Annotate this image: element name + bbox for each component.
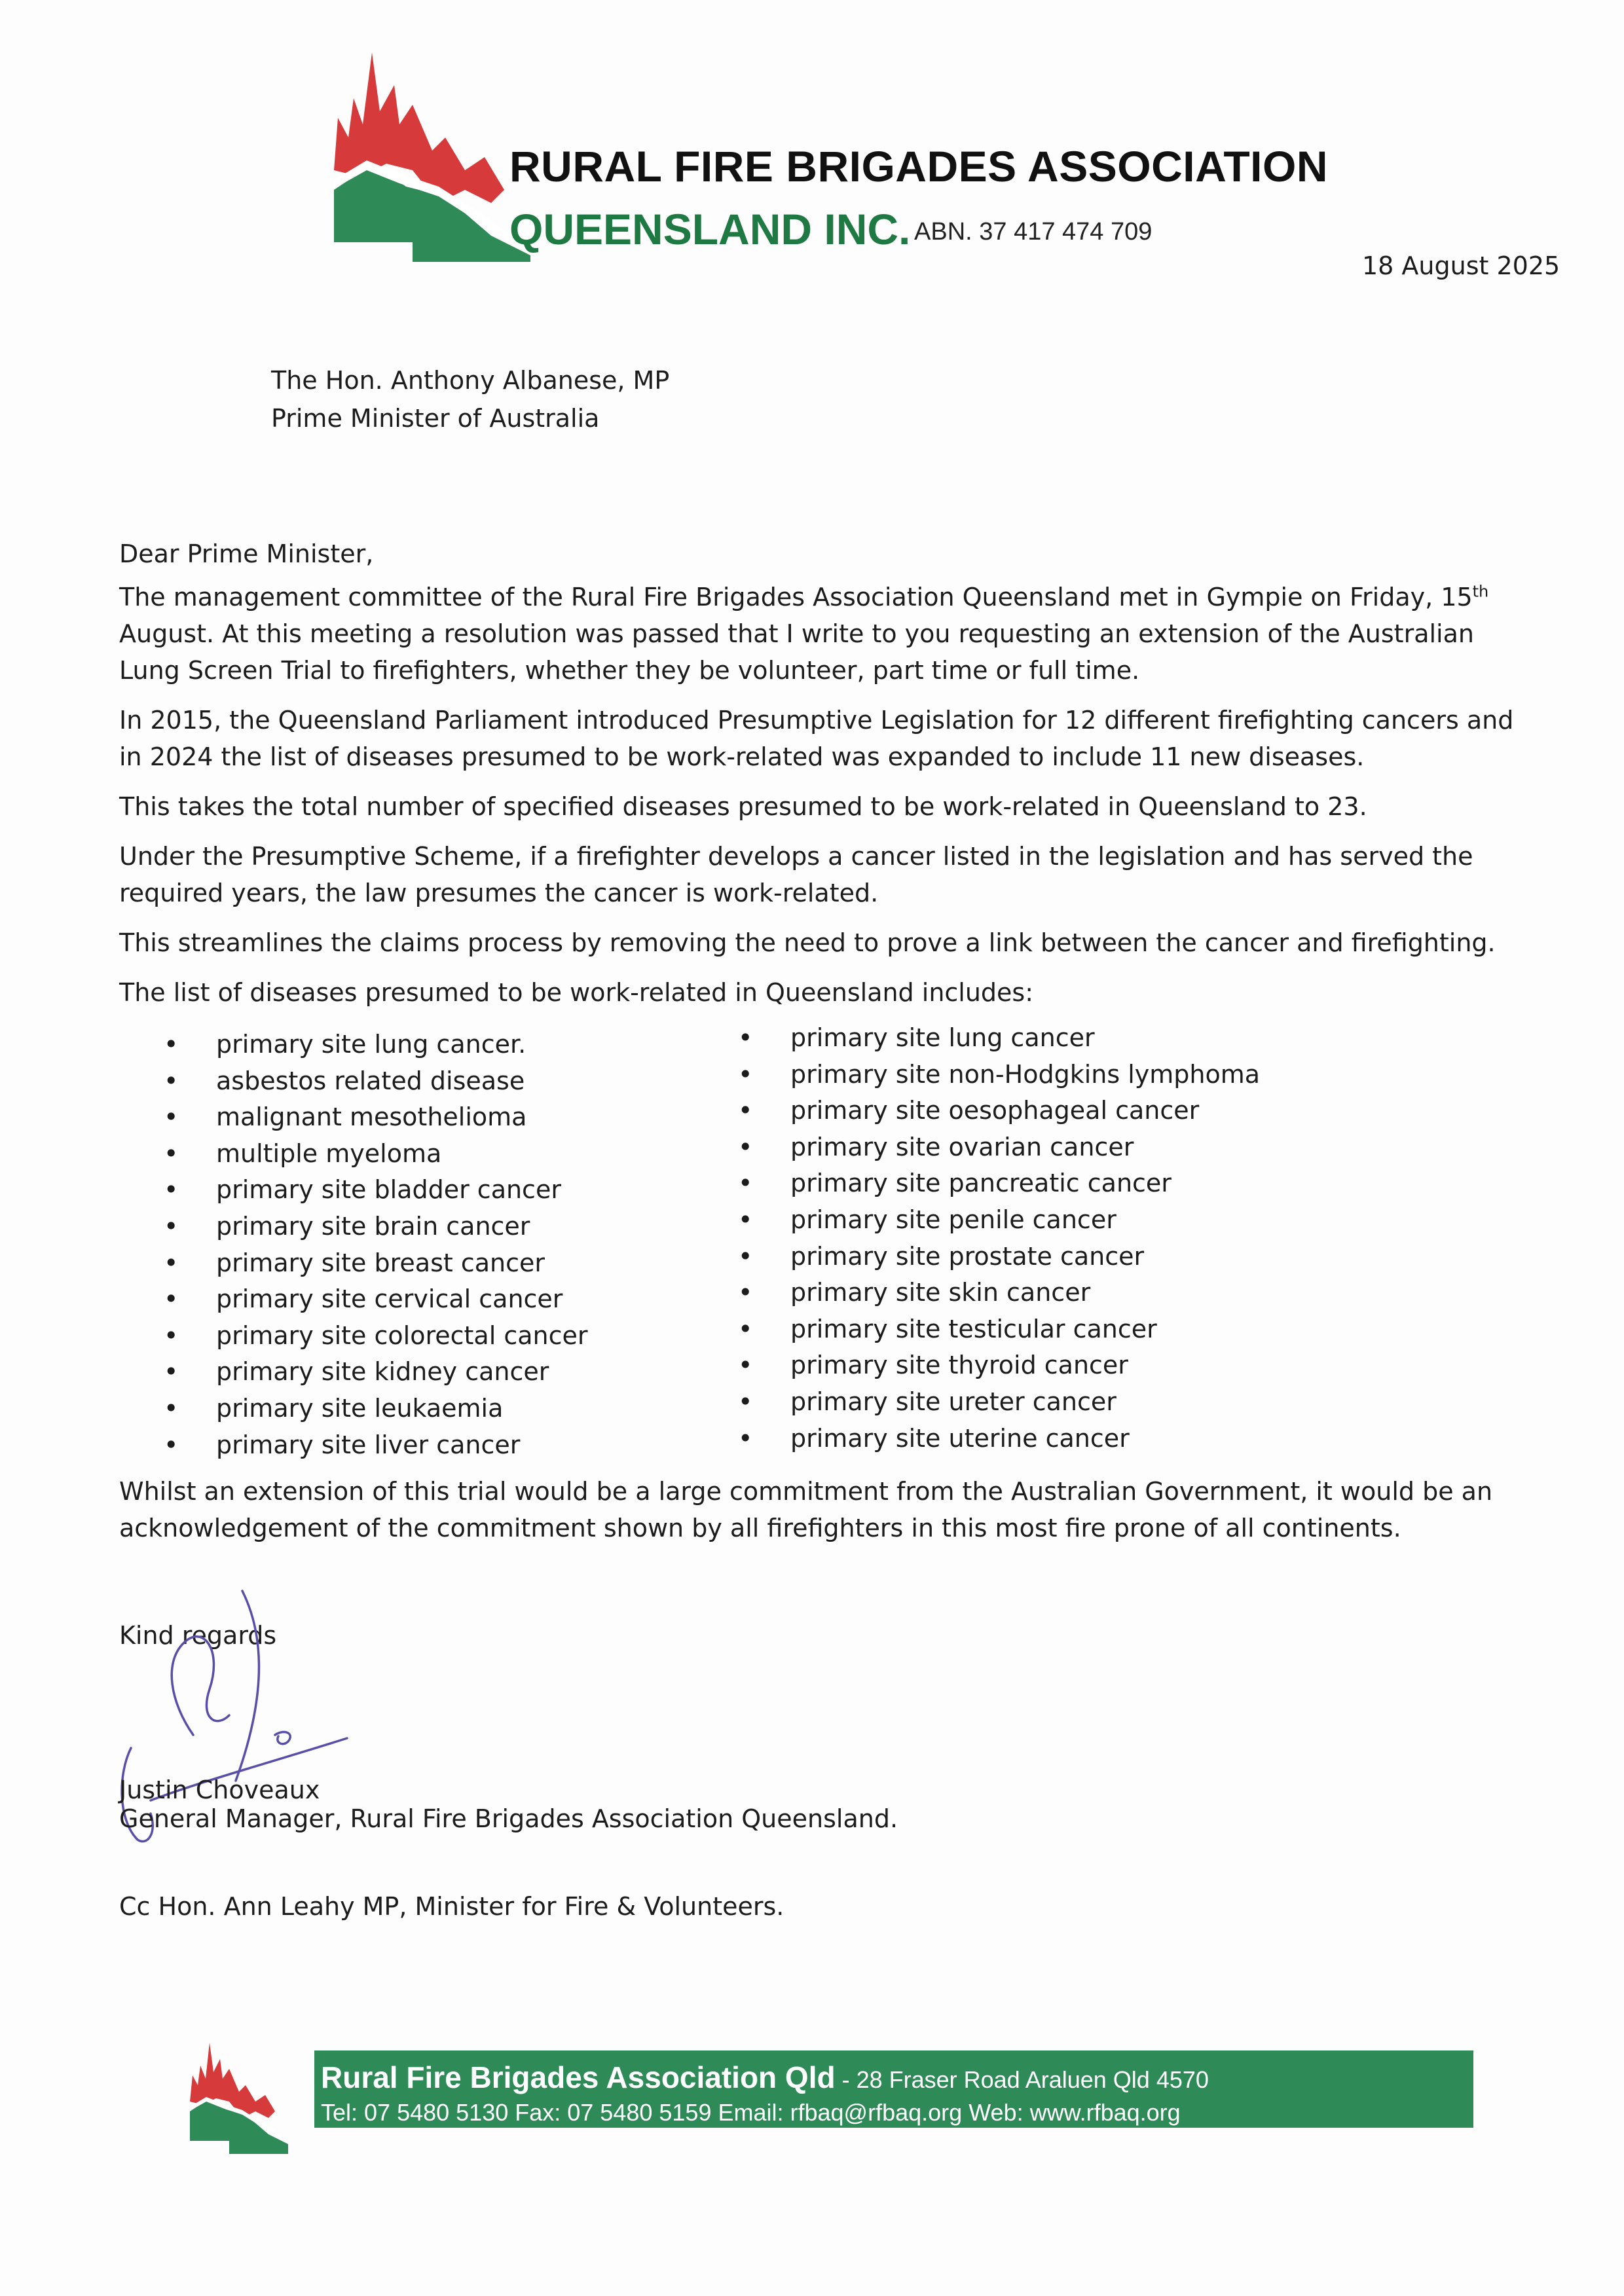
list-item: • primary site ovarian cancer [738, 1129, 1260, 1166]
paragraph-resolution: The management committee of the Rural Fire Brigades Association Queensland met in Gympie on Friday, 15th August. At this meeting a resolution was passed that I write to you requesting an extension of the Australian Lung Screen Trial to firefighters, whether they be volunteer, part time or full time. [119, 582, 1489, 685]
salutation: Dear Prime Minister, [119, 539, 374, 568]
recipient-block [271, 361, 669, 437]
letter-body [119, 536, 1534, 1024]
signer-title: General Manager, Rural Fire Brigades Association Queensland. [119, 1804, 898, 1833]
recipient-title: Prime Minister of Australia [271, 404, 600, 433]
cc-line: Cc Hon. Ann Leahy MP, Minister for Fire & Volunteers. [119, 1892, 784, 1921]
disease-list [164, 1023, 1408, 1463]
list-item: • primary site non-Hodgkins lymphoma [738, 1057, 1260, 1093]
rfba-logo [334, 39, 530, 262]
signature-stroke [275, 1732, 290, 1743]
list-item: • primary site ureter cancer [738, 1384, 1260, 1421]
letter-date: 18 August 2025 [1362, 251, 1560, 280]
list-item: • primary site breast cancer [164, 1245, 588, 1282]
list-item: • primary site bladder cancer [164, 1172, 588, 1209]
list-item: • primary site colorectal cancer [164, 1318, 588, 1355]
paragraph-scheme: Under the Presumptive Scheme, if a firefighter develops a cancer listed in the legislation and has served the required years, the law presumes the cancer is work-related. [119, 842, 1473, 907]
footer-contact: Tel: 07 5480 5130 Fax: 07 5480 5159 Email: rfbaq@rfbaq.org Web: www.rfbaq.org [321, 2099, 1181, 2126]
list-item: • primary site penile cancer [738, 1202, 1260, 1239]
list-item: • primary site prostate cancer [738, 1239, 1260, 1275]
footer-bar [314, 2050, 1473, 2128]
org-name-line1: RURAL FIRE BRIGADES ASSOCIATION [509, 142, 1329, 191]
signature-stroke [172, 1637, 229, 1735]
list-item: • primary site testicular cancer [738, 1311, 1260, 1348]
footer-org-line [321, 2060, 1473, 2095]
list-item: • primary site skin cancer [738, 1275, 1260, 1311]
disease-list-left [164, 1027, 588, 1463]
ordinal-suffix: th [1472, 582, 1489, 601]
list-item: • primary site lung cancer [738, 1020, 1260, 1057]
sign-off: Kind regards [119, 1621, 277, 1650]
list-item: • asbestos related disease [164, 1063, 588, 1100]
list-item: • primary site liver cancer [164, 1427, 588, 1464]
paragraph-closing: Whilst an extension of this trial would be a large commitment from the Australian Government, it would be an acknowledgement of the commitment shown by all firefighters in this most fire prone of all continents. [119, 1477, 1493, 1542]
list-item: • primary site pancreatic cancer [738, 1165, 1260, 1202]
paragraph-list-intro: The list of diseases presumed to be work-related in Queensland includes: [119, 978, 1034, 1007]
footer-address: - 28 Fraser Road Araluen Qld 4570 [835, 2066, 1209, 2093]
list-item: • multiple myeloma [164, 1136, 588, 1173]
paragraph-total: This takes the total number of specified diseases presumed to be work-related in Queensland to 23. [119, 792, 1367, 821]
list-item: • primary site oesophageal cancer [738, 1093, 1260, 1129]
list-item: • malignant mesothelioma [164, 1099, 588, 1136]
list-item: • primary site thyroid cancer [738, 1347, 1260, 1384]
paragraph-streamlines: This streamlines the claims process by removing the need to prove a link between the cancer and firefighting. [119, 928, 1496, 957]
recipient-name: The Hon. Anthony Albanese, MP [271, 366, 670, 395]
footer-logo [190, 2036, 288, 2154]
paragraph-legislation: In 2015, the Queensland Parliament introduced Presumptive Legislation for 12 different firefighting cancers and in 2024 the list of diseases presumed to be work-related was expanded to include 11 new diseases. [119, 706, 1514, 771]
signature-stroke [236, 1591, 259, 1781]
list-item: • primary site brain cancer [164, 1209, 588, 1245]
abn-number: ABN. 37 417 474 709 [914, 218, 1153, 246]
list-item: • primary site cervical cancer [164, 1281, 588, 1318]
list-item: • primary site lung cancer. [164, 1027, 588, 1063]
org-name-line2: QUEENSLAND INC. [509, 205, 911, 253]
list-item: • primary site kidney cancer [164, 1354, 588, 1391]
list-item: • primary site leukaemia [164, 1391, 588, 1427]
footer-org: Rural Fire Brigades Association Qld [321, 2060, 836, 2094]
signer-name: Justin Choveaux [119, 1776, 320, 1804]
list-item: • primary site uterine cancer [738, 1421, 1260, 1457]
disease-list-right [738, 1020, 1260, 1457]
